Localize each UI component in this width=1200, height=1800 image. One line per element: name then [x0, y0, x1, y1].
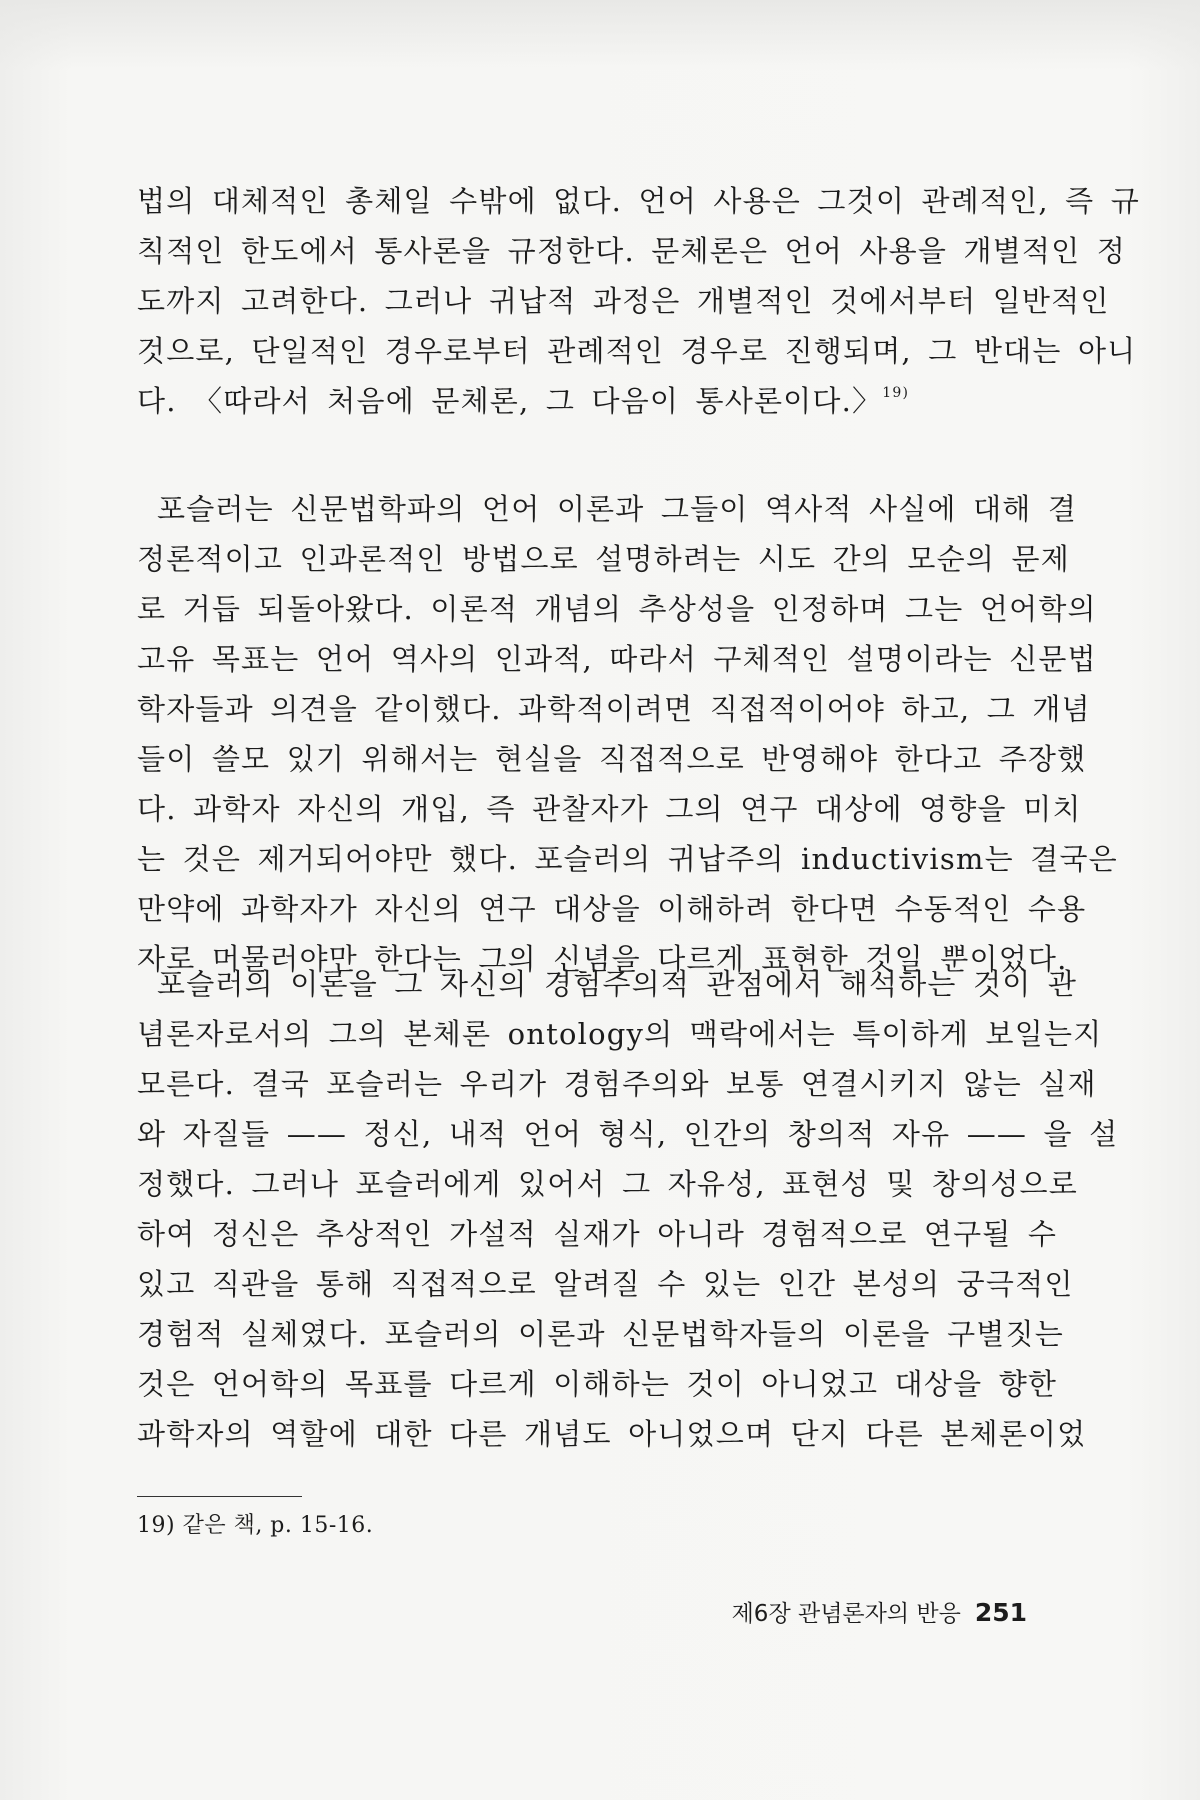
paragraph-line: 자로 머물러야만 한다는 그의 신념을 다르게 표현한 것일 뿐이었다. — [137, 942, 1068, 976]
quote-line: 도까지 고려한다. 그러나 귀납적 과정은 개별적인 것에서부터 일반적인 — [137, 284, 1110, 318]
paragraph-line: 포슬러의 이론을 그 자신의 경험주의적 관점에서 해석하는 것이 관 — [157, 967, 1078, 1001]
paragraph-line: 것은 언어학의 목표를 다르게 이해하는 것이 아니었고 대상을 향한 — [137, 1367, 1058, 1401]
page-number: 251 — [974, 1598, 1027, 1627]
paragraph-line: 정했다. 그러나 포슬러에게 있어서 그 자유성, 표현성 및 창의성으로 — [137, 1167, 1078, 1201]
chapter-title: 제6장 관념론자의 반응 — [731, 1601, 961, 1627]
paragraph-line: 념론자로서의 그의 본체론 ontology의 맥락에서는 특이하게 보일는지 — [137, 1017, 1103, 1051]
paragraph-line: 경험적 실체였다. 포슬러의 이론과 신문법학자들의 이론을 구별짓는 — [137, 1317, 1064, 1351]
paragraph-line: 하여 정신은 추상적인 가설적 실재가 아니라 경험적으로 연구될 수 — [137, 1217, 1058, 1251]
paragraph-line: 과학자의 역할에 대한 다른 개념도 아니었으며 단지 다른 본체론이었 — [137, 1417, 1087, 1451]
paragraph-line: 모른다. 결국 포슬러는 우리가 경험주의와 보통 연결시키지 않는 실재 — [137, 1067, 1097, 1101]
quote-line: 것으로, 단일적인 경우로부터 관례적인 경우로 진행되며, 그 반대는 아니 — [137, 334, 1137, 368]
quote-line-text: 다. 〈따라서 처음에 문체론, 그 다음이 통사론이다.〉 — [137, 384, 883, 418]
paragraph-line: 학자들과 의견을 같이했다. 과학적이려면 직접적이어야 하고, 그 개념 — [137, 692, 1091, 726]
paragraph-line: 로 거듭 되돌아왔다. 이론적 개념의 추상성을 인정하며 그는 언어학의 — [137, 592, 1097, 626]
paragraph-line: 들이 쓸모 있기 위해서는 현실을 직접적으로 반영해야 한다고 주장했 — [137, 742, 1087, 776]
paragraph-line: 정론적이고 인과론적인 방법으로 설명하려는 시도 간의 모순의 문제 — [137, 542, 1070, 576]
footnote-divider — [137, 1496, 302, 1497]
quote-block — [137, 176, 1141, 426]
running-footer — [732, 1595, 1027, 1628]
paragraph-line: 포슬러는 신문법학파의 언어 이론과 그들이 역사적 사실에 대해 결 — [157, 492, 1078, 526]
quote-last-line — [137, 376, 1027, 426]
paragraph-line: 는 것은 제거되어야만 했다. 포슬러의 귀납주의 inductivism는 결국은 — [137, 842, 1118, 876]
scan-shadow — [0, 0, 1200, 70]
paragraph-line: 고유 목표는 언어 역사의 인과적, 따라서 구체적인 설명이라는 신문법 — [137, 642, 1097, 676]
paragraph-line: 다. 과학자 자신의 개입, 즉 관찰자가 그의 연구 대상에 영향을 미치 — [137, 792, 1082, 826]
footnote: 19) 같은 책, p. 15-16. — [137, 1513, 374, 1538]
quote-line: 법의 대체적인 총체일 수밖에 없다. 언어 사용은 그것이 관례적인, 즉 규 — [137, 184, 1141, 218]
paragraph-line: 와 자질들 —— 정신, 내적 언어 형식, 인간의 창의적 자유 —— 을 설 — [137, 1117, 1119, 1151]
quote-line: 칙적인 한도에서 통사론을 규정한다. 문체론은 언어 사용을 개별적인 정 — [137, 234, 1126, 268]
paragraph-line: 있고 직관을 통해 직접적으로 알려질 수 있는 인간 본성의 궁극적인 — [137, 1267, 1074, 1301]
paragraph-line: 만약에 과학자가 자신의 연구 대상을 이해하려 한다면 수동적인 수용 — [137, 892, 1087, 926]
footnote-reference[interactable]: 19) — [882, 385, 910, 401]
